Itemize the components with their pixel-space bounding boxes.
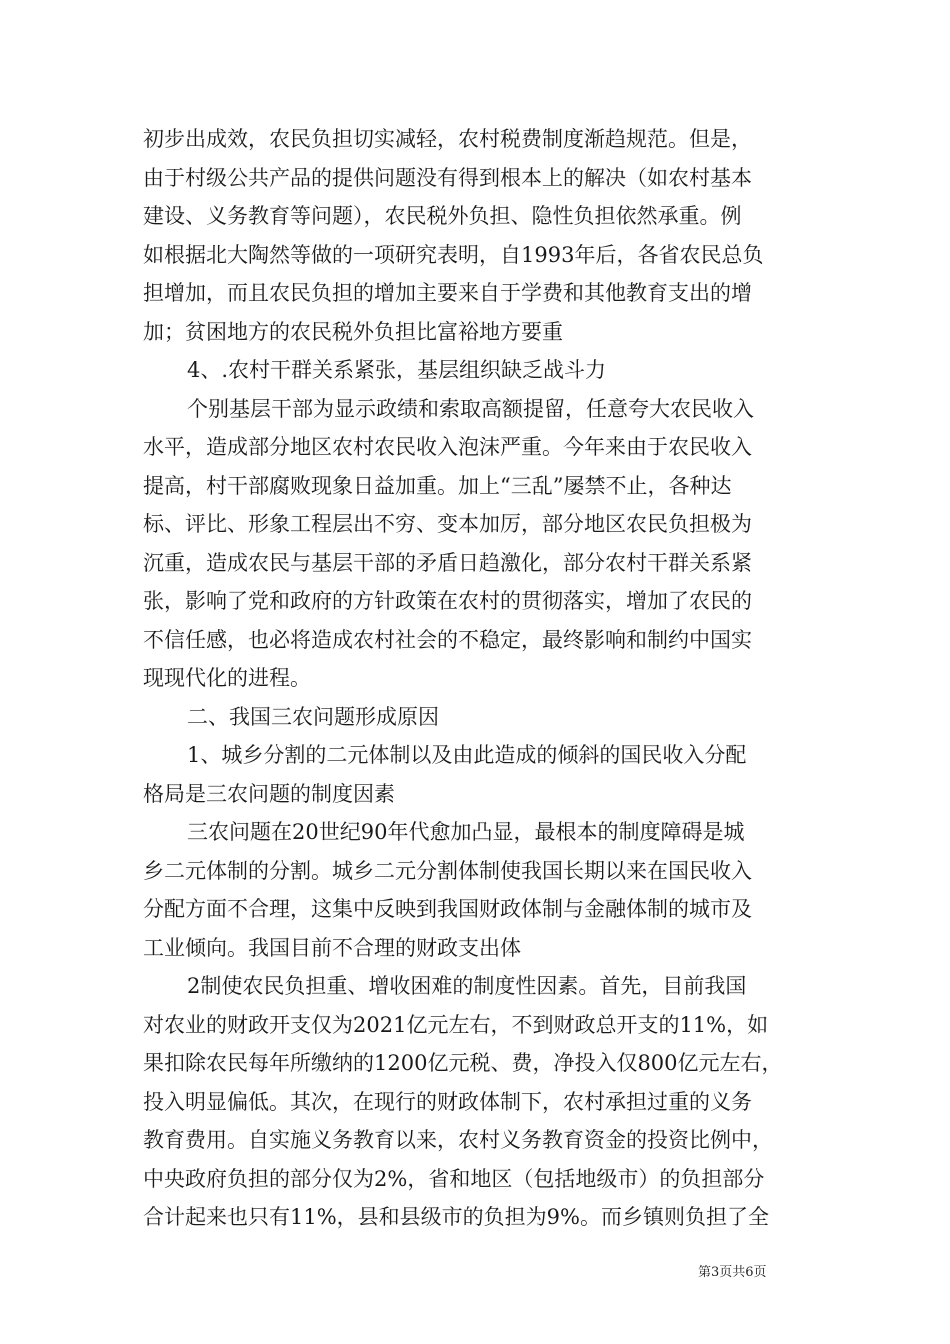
- section-heading: 4、.农村干群关系紧张，基层组织缺乏战斗力: [187, 358, 607, 382]
- text-line: 现现代化的进程。: [143, 666, 311, 690]
- text-line: 对农业的财政开支仅为2021亿元左右，不到财政总开支的11%，如: [143, 1012, 769, 1037]
- text-line: 果扣除农民每年所缴纳的1200亿元税、费，净投入仅800亿元左右，: [143, 1051, 783, 1075]
- section-heading: 1、城乡分割的二元体制以及由此造成的倾斜的国民收入分配: [187, 743, 747, 767]
- text-line: 担增加，而且农民负担的增加主要来自于学费和其他教育支出的增: [143, 281, 752, 305]
- text-line: 中央政府负担的部分仅为2%，省和地区（包括地级市）的负担部分: [143, 1166, 765, 1191]
- paragraph-start: 个别基层干部为显示政绩和索取高额提留，任意夸大农民收入: [187, 396, 754, 421]
- text-line: 合计起来也只有11%，县和县级市的负担为9%。而乡镇则负担了全: [143, 1205, 769, 1229]
- text-line: 水平，造成部分地区农村农民收入泡沫严重。今年来由于农民收入: [143, 435, 752, 459]
- text-line: 建设、义务教育等问题），农民税外负担、隐性负担依然承重。例: [143, 204, 742, 228]
- text-line: 工业倾向。我国目前不合理的财政支出体: [143, 935, 521, 960]
- paragraph-start: 2制使农民负担重、增收困难的制度性因素。首先，目前我国: [187, 974, 747, 998]
- text-line: 提高，村干部腐败现象日益加重。加上“三乱”屡禁不止，各种达: [143, 473, 732, 498]
- chapter-heading: 二、我国三农问题形成原因: [187, 704, 439, 729]
- text-line: 教育费用。自实施义务教育以来，农村义务教育资金的投资比例中，: [143, 1128, 773, 1152]
- text-line: 分配方面不合理，这集中反映到我国财政体制与金融体制的城市及: [143, 897, 752, 921]
- text-line: 初步出成效，农民负担切实减轻，农村税费制度渐趋规范。但是，: [143, 127, 752, 151]
- text-line: 如根据北大陶然等做的一项研究表明，自1993年后，各省农民总负: [143, 242, 764, 267]
- text-line: 投入明显偏低。其次，在现行的财政体制下，农村承担过重的义务: [143, 1089, 752, 1114]
- text-line: 沉重，造成农民与基层干部的矛盾日趋激化，部分农村干群关系紧: [143, 550, 752, 575]
- text-line: 由于村级公共产品的提供问题没有得到根本上的解决（如农村基本: [143, 165, 752, 190]
- document-body: [143, 120, 813, 1237]
- page-number: 第3页共6页: [698, 1265, 767, 1280]
- paragraph-start: 三农问题在20世纪90年代愈加凸显，最根本的制度障碍是城: [187, 820, 745, 844]
- text-line: 不信任感，也必将造成农村社会的不稳定，最终影响和制约中国实: [143, 627, 752, 652]
- text-line: 加；贫困地方的农民税外负担比富裕地方要重: [143, 319, 563, 344]
- text-line: 乡二元体制的分割。城乡二元分割体制使我国长期以来在国民收入: [143, 858, 752, 883]
- text-line: 张，影响了党和政府的方针政策在农村的贯彻落实，增加了农民的: [143, 589, 752, 613]
- text-line: 标、评比、形象工程层出不穷、变本加厉，部分地区农民负担极为: [143, 512, 752, 536]
- text-line: 格局是三农问题的制度因素: [143, 781, 395, 806]
